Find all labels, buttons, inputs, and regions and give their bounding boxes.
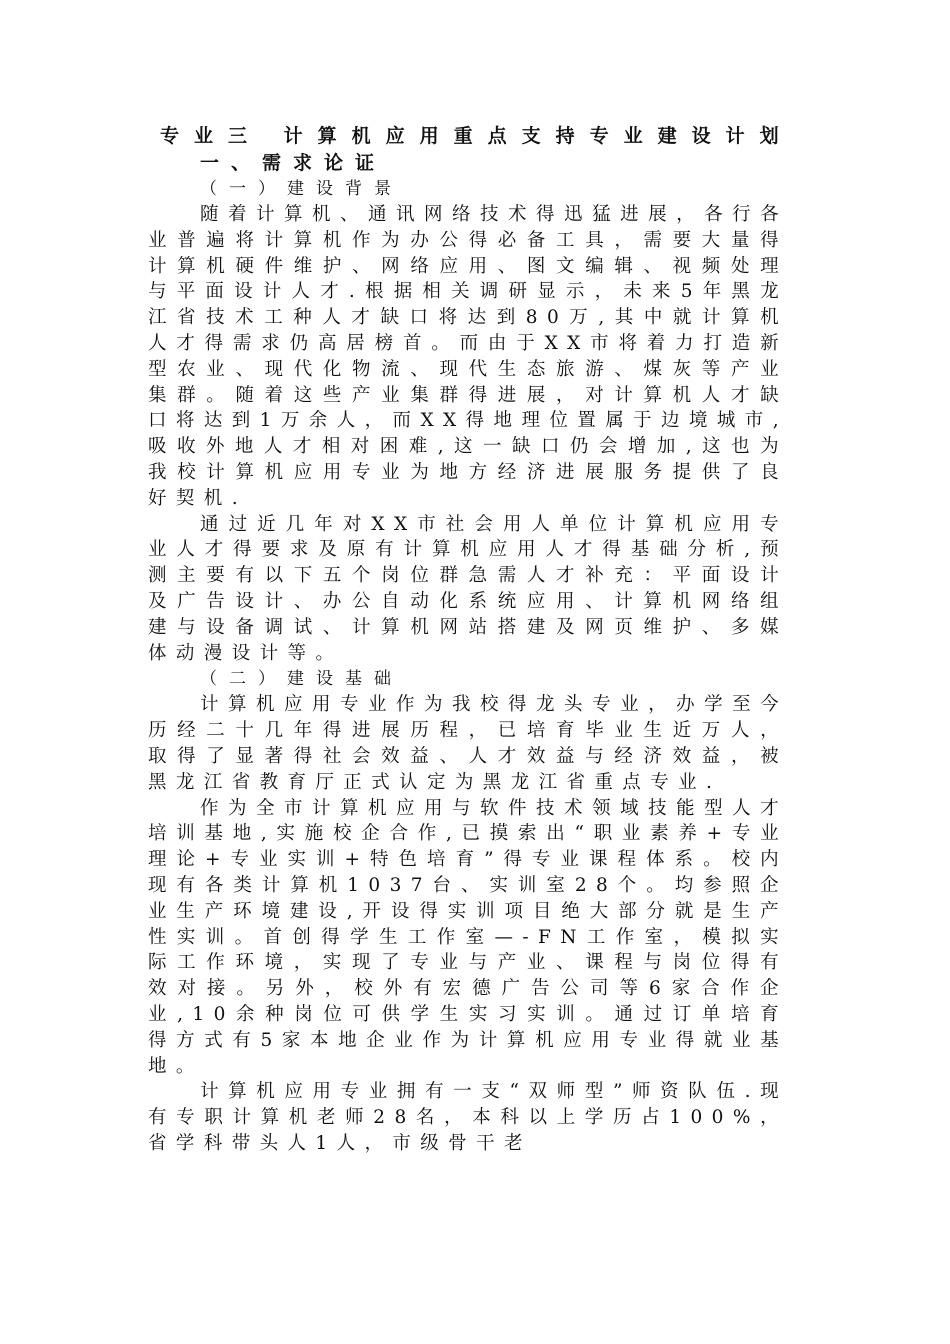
document-title: 专业三 计算机应用重点支持专业建设计划 [160, 125, 794, 147]
document-page [148, 122, 794, 1157]
paragraph-background-2: 通过近几年对XX市社会用人单位计算机应用专业人才得要求及原有计算机应用人才得基础分析,预测主要有以下五个岗位群急需人才补充：平面设计及广告设计、办公自动化系统应用、计算机网络组建与设备调试、计算机网站搭建及网页维护、多媒体动漫设计等。 [148, 513, 788, 664]
paragraph-foundation-2: 作为全市计算机应用与软件技术领域技能型人才培训基地,实施校企合作,已摸索出“职业素养+专业理论+专业实训+特色培育”得专业课程体系。校内现有各类计算机1037台、实训室28个。均参照企业生产环境建设,开设得实训项目绝大部分就是生产性实训。首创得学生工作室—-FN工作室，模拟实际工作环境，实现了专业与产业、课程与岗位得有效对接。另外，校外有宏德广告公司等6家合作企业,10余种岗位可供学生实习实训。通过订单培育得方式有5家本地企业作为计算机应用专业得就业基地。 [148, 797, 788, 1077]
paragraph-foundation-1: 计算机应用专业作为我校得龙头专业，办学至今历经二十几年得进展历程，已培育毕业生近万人，取得了显著得社会效益、人才效益与经济效益，被黑龙江省教育厅正式认定为黑龙江省重点专业. [148, 694, 788, 793]
subsection-heading-foundation: （二）建设基础 [200, 669, 403, 690]
paragraph-foundation-3: 计算机应用专业拥有一支“双师型”师资队伍.现有专职计算机老师28名，本科以上学历占100%，省学科带头人1人，市级骨干老 [148, 1081, 788, 1154]
subsection-heading-background: （一）建设背景 [200, 179, 403, 199]
paragraph-background-1: 随着计算机、通讯网络技术得迅猛进展，各行各业普遍将计算机作为办公得必备工具，需要大量得计算机硬件维护、网络应用、图文编辑、视频处理与平面设计人才.根据相关调研显示，未来5年黑龙江省技术工种人才缺口将达到80万,其中就计算机人才得需求仍高居榜首。而由于XX市将着力打造新型农业、现代化物流、现代生态旅游、煤灰等产业集群。随着这些产业集群得进展，对计算机人才缺口将达到1万余人，而XX得地理位置属于边境城市,吸收外地人才相对困难,这一缺口仍会增加,这也为我校计算机应用专业为地方经济进展服务提供了良好契机. [148, 204, 788, 509]
section-heading-needs-analysis: 一、需求论证 [200, 152, 387, 174]
